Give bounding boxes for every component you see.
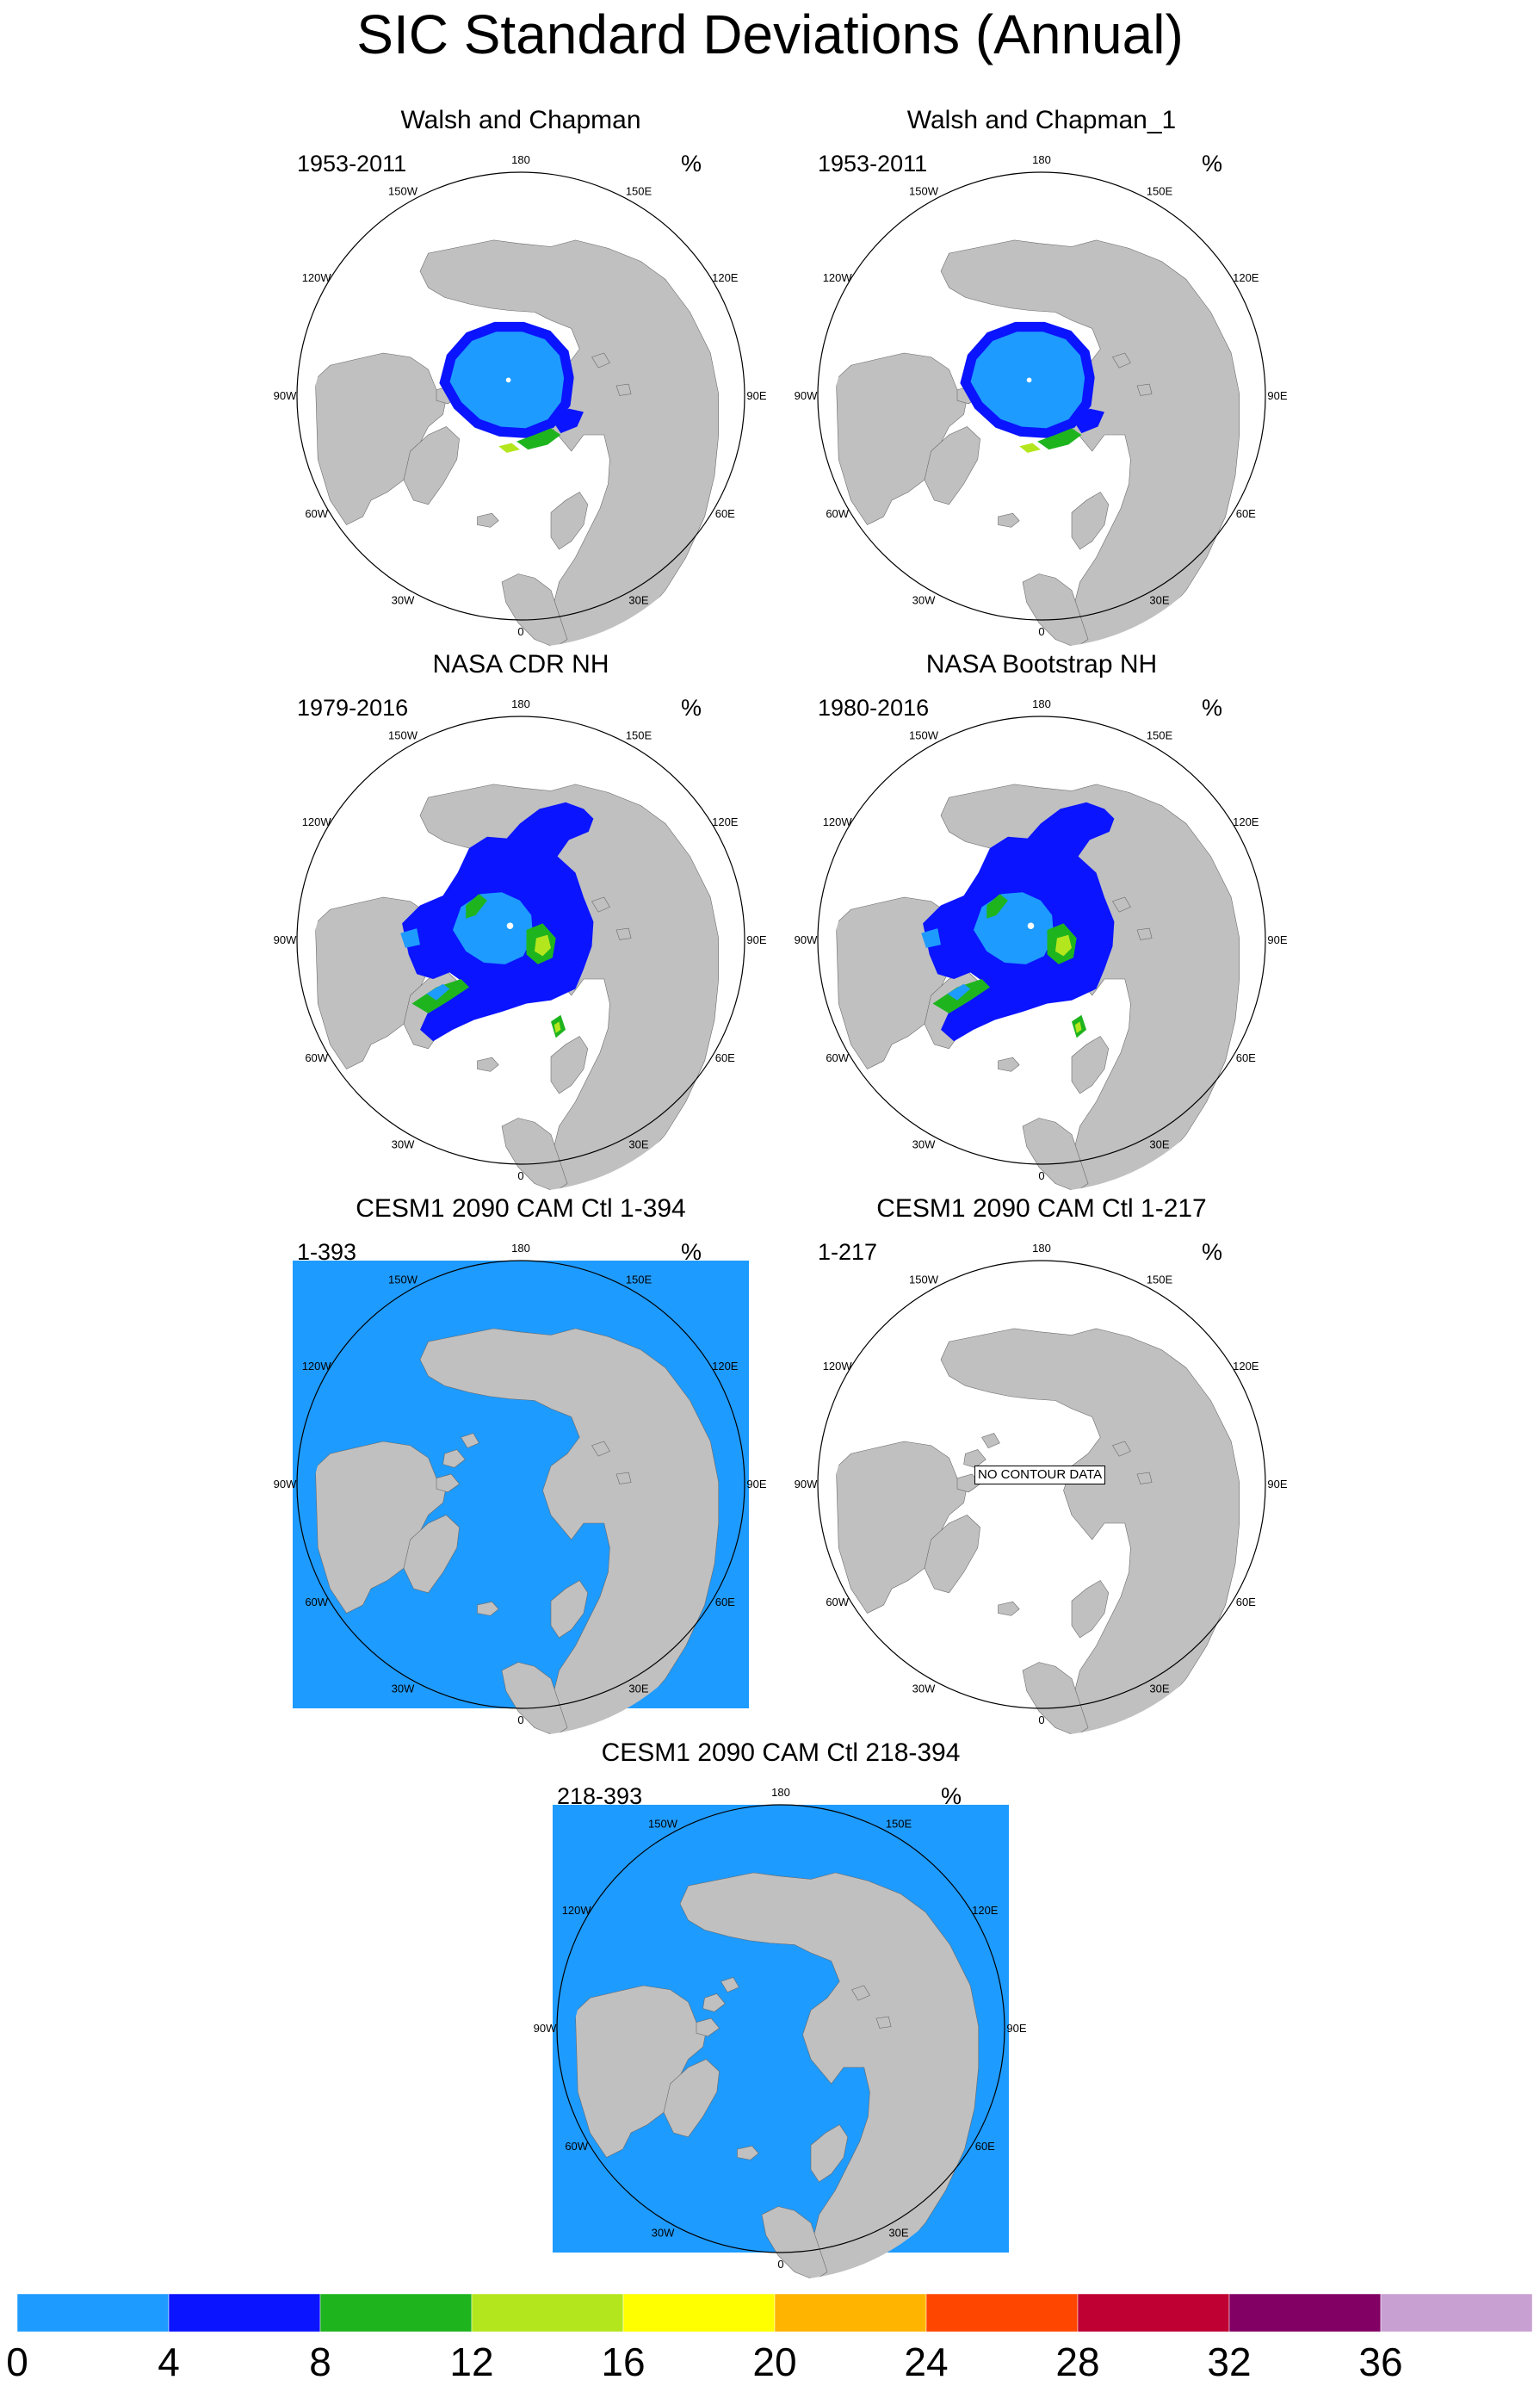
lon-label: 150E xyxy=(1146,184,1173,198)
lon-label: 60W xyxy=(826,1596,850,1608)
colorbar-tick-label: 12 xyxy=(449,2340,494,2384)
lon-label: 150E xyxy=(1146,728,1173,742)
colorbar-tick-label: 0 xyxy=(6,2340,28,2384)
panel-units: % xyxy=(680,1239,702,1265)
lon-label: 180 xyxy=(1032,697,1051,710)
lon-label: 90E xyxy=(1267,933,1288,946)
lon-label: 180 xyxy=(771,1786,790,1799)
lon-label: 60E xyxy=(714,1596,735,1608)
lon-label: 0 xyxy=(777,2258,784,2271)
colorbar-tick-label: 20 xyxy=(752,2340,797,2384)
lon-label: 150E xyxy=(625,1273,652,1286)
lon-label: 60W xyxy=(565,2140,589,2153)
lon-label: 150W xyxy=(388,1273,417,1286)
lon-label: 90E xyxy=(746,933,767,946)
lon-label: 180 xyxy=(1032,1242,1051,1255)
map-panel-walsh-chapman-1 xyxy=(783,103,1300,654)
panel-period: 218-393 xyxy=(557,1783,643,1809)
colorbar-swatch xyxy=(169,2294,320,2332)
lon-label: 120W xyxy=(822,1360,852,1373)
lon-label: 60W xyxy=(305,1051,329,1064)
lon-label: 90W xyxy=(273,1478,297,1490)
lon-label: 120E xyxy=(1233,815,1259,828)
colorbar-swatch xyxy=(926,2294,1078,2332)
lon-label: 30E xyxy=(1149,593,1170,607)
lon-label: 60E xyxy=(974,2140,995,2153)
polar-map xyxy=(273,1226,767,1743)
lon-label: 150W xyxy=(909,1273,938,1286)
lon-label: 180 xyxy=(511,1242,530,1255)
lon-label: 90W xyxy=(273,389,297,402)
no-contour-data-label: NO CONTOUR DATA xyxy=(974,1466,1105,1484)
lon-label: 150W xyxy=(388,728,417,742)
lon-label: 60E xyxy=(1235,1051,1256,1064)
lon-label: 30W xyxy=(651,2226,675,2240)
lon-label: 90E xyxy=(746,389,767,402)
colorbar-swatch xyxy=(1078,2294,1229,2332)
colorbar-swatch xyxy=(623,2294,775,2332)
colorbar-swatch xyxy=(17,2294,169,2332)
lon-label: 30W xyxy=(391,1682,415,1695)
colorbar xyxy=(17,2294,1532,2332)
panel-units: % xyxy=(1201,151,1222,177)
lon-label: 120E xyxy=(712,1360,739,1373)
lon-label: 90W xyxy=(273,933,297,946)
lon-label: 180 xyxy=(511,153,530,166)
figure-title: SIC Standard Deviations (Annual) xyxy=(356,3,1184,65)
panel-title: Walsh and Chapman xyxy=(400,106,641,134)
panel-title: CESM1 2090 CAM Ctl 1-394 xyxy=(356,1194,686,1223)
colorbar-swatch xyxy=(320,2294,472,2332)
panel-units: % xyxy=(940,1783,962,1809)
pole-hole xyxy=(1027,378,1032,383)
lon-label: 60E xyxy=(1235,507,1256,520)
panel-period: 1-217 xyxy=(818,1239,878,1265)
colorbar-swatch xyxy=(1229,2294,1381,2332)
lon-label: 30E xyxy=(1149,1682,1170,1695)
map-panel-cesm-218-394 xyxy=(523,1736,1039,2287)
lon-label: 120E xyxy=(712,815,739,828)
colorbar-tick-label: 36 xyxy=(1358,2340,1403,2384)
colorbar-tick-label: 28 xyxy=(1055,2340,1100,2384)
panel-title: CESM1 2090 CAM Ctl 1-217 xyxy=(876,1194,1207,1223)
colorbar-labels xyxy=(0,2340,1540,2383)
lon-label: 90W xyxy=(794,389,818,402)
map-panel-nasa-bootstrap xyxy=(783,648,1300,1199)
lon-label: 60W xyxy=(305,507,329,520)
lon-label: 150W xyxy=(909,728,938,742)
lon-label: 60W xyxy=(826,1051,850,1064)
panel-units: % xyxy=(680,151,702,177)
polar-map xyxy=(794,138,1288,654)
lon-label: 120E xyxy=(1233,1360,1259,1373)
lon-label: 30E xyxy=(628,1137,649,1151)
polar-map xyxy=(273,138,767,654)
lon-label: 30E xyxy=(628,1682,649,1695)
lon-label: 150E xyxy=(1146,1273,1173,1286)
colorbar-swatch xyxy=(472,2294,623,2332)
lon-label: 60E xyxy=(714,1051,735,1064)
polar-map xyxy=(533,1770,1027,2287)
lon-label: 30W xyxy=(912,593,936,607)
lon-label: 120W xyxy=(301,815,331,828)
lon-label: 120E xyxy=(712,271,739,284)
lon-label: 180 xyxy=(1032,153,1051,166)
panel-period: 1953-2011 xyxy=(297,151,407,177)
panel-period: 1980-2016 xyxy=(818,695,930,721)
polar-map xyxy=(273,682,767,1199)
colorbar-tick-label: 16 xyxy=(601,2340,646,2384)
lon-label: 90E xyxy=(746,1478,767,1490)
lon-label: 60E xyxy=(1235,1596,1256,1608)
lon-label: 30E xyxy=(628,593,649,607)
lon-label: 30W xyxy=(912,1682,936,1695)
lon-label: 120E xyxy=(1233,271,1259,284)
lon-label: 120W xyxy=(822,271,852,284)
lon-label: 0 xyxy=(517,625,524,638)
colorbar-tick-label: 24 xyxy=(904,2340,949,2384)
lon-label: 120W xyxy=(301,1360,331,1373)
lon-label: 30E xyxy=(888,2226,909,2240)
lon-label: 90W xyxy=(794,1478,818,1490)
lon-label: 150W xyxy=(909,184,938,198)
polar-map xyxy=(794,682,1288,1199)
lon-label: 90E xyxy=(1006,2022,1027,2035)
colorbar-swatch xyxy=(775,2294,926,2332)
lon-label: 0 xyxy=(1038,625,1045,638)
lon-label: 30E xyxy=(1149,1137,1170,1151)
lon-label: 120E xyxy=(972,1904,999,1917)
lon-label: 120W xyxy=(561,1904,591,1917)
lon-label: 150E xyxy=(625,728,652,742)
lon-label: 120W xyxy=(822,815,852,828)
lon-label: 0 xyxy=(1038,1714,1045,1726)
lon-label: 150W xyxy=(648,1817,677,1831)
lon-label: 0 xyxy=(1038,1169,1045,1182)
panel-title: NASA Bootstrap NH xyxy=(925,650,1158,679)
lon-label: 150E xyxy=(885,1817,912,1831)
panel-period: 1953-2011 xyxy=(818,151,928,177)
lon-label: 120W xyxy=(301,271,331,284)
lon-label: 90E xyxy=(1267,1478,1288,1490)
panel-units: % xyxy=(1201,1239,1222,1265)
lon-label: 30W xyxy=(912,1137,936,1151)
panel-units: % xyxy=(680,695,702,721)
map-panel-cesm-1-394 xyxy=(263,1192,779,1743)
pole-hole xyxy=(506,378,511,383)
lon-label: 60W xyxy=(305,1596,329,1608)
colorbar-tick-label: 8 xyxy=(309,2340,331,2384)
lon-label: 180 xyxy=(511,697,530,710)
lon-label: 90W xyxy=(533,2022,557,2035)
lon-label: 30W xyxy=(391,593,415,607)
lon-label: 60W xyxy=(826,507,850,520)
panel-units: % xyxy=(1201,695,1222,721)
lon-label: 30W xyxy=(391,1137,415,1151)
colorbar-swatch xyxy=(1381,2294,1532,2332)
map-panel-walsh-chapman xyxy=(263,103,779,654)
polar-map xyxy=(794,1226,1288,1743)
map-panel-cesm-1-217 xyxy=(783,1192,1300,1743)
panel-title: CESM1 2090 CAM Ctl 218-394 xyxy=(601,1738,961,1767)
lon-label: 90W xyxy=(794,933,818,946)
pole-hole xyxy=(1028,922,1035,929)
lon-label: 150W xyxy=(388,184,417,198)
map-panel-nasa-cdr xyxy=(263,648,779,1199)
panel-period: 1-393 xyxy=(297,1239,357,1265)
lon-label: 150E xyxy=(625,184,652,198)
lon-label: 60E xyxy=(714,507,735,520)
colorbar-tick-label: 32 xyxy=(1207,2340,1252,2384)
lon-label: 0 xyxy=(517,1169,524,1182)
colorbar-tick-label: 4 xyxy=(158,2340,180,2384)
panel-title: Walsh and Chapman_1 xyxy=(906,106,1177,134)
lon-label: 90E xyxy=(1267,389,1288,402)
panel-title: NASA CDR NH xyxy=(432,650,609,679)
panel-period: 1979-2016 xyxy=(297,695,409,721)
pole-hole xyxy=(507,922,514,929)
lon-label: 0 xyxy=(517,1714,524,1726)
